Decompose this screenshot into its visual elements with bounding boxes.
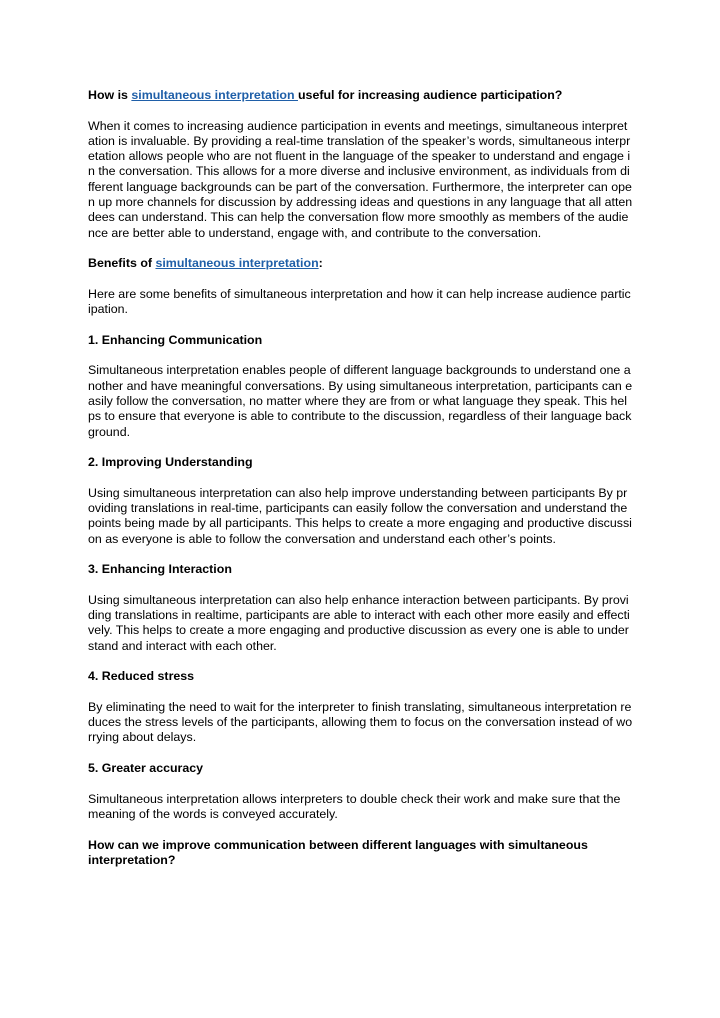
section-body-improving-understanding: Using simultaneous interpretation can also help improve understanding between participants By providing translations in real-time, participants can easily follow the conversation and understand the points being made by all participants. This helps to create a more engaging and productive discussion as everyone is able to follow the conversation and understand each other’s points. — [88, 485, 632, 546]
simultaneous-interpretation-link[interactable]: simultaneous interpretation — [155, 256, 319, 271]
section-title-enhancing-communication: 1. Enhancing Communication — [88, 332, 263, 347]
heading-text: Benefits of — [88, 256, 156, 271]
section-body-enhancing-communication: Simultaneous interpretation enables people of different language backgrounds to understand one another and have meaningful conversations. By using simultaneous interpretation, participants can easily follow the conversation, no matter where they are from or what language they speak. This helps to ensure that everyone is able to contribute to the discussion, regardless of their language background. — [88, 363, 633, 439]
heading-text: : — [318, 256, 323, 271]
section-title-enhancing-interaction: 3. Enhancing Interaction — [88, 562, 232, 577]
document-body — [88, 88, 633, 868]
benefits-intro-paragraph: Here are some benefits of simultaneous interpretation and how it can help increase audience participation. — [88, 286, 631, 317]
section-body-greater-accuracy: Simultaneous interpretation allows interpreters to double check their work and make sure that the meaning of the words is conveyed accurately. — [88, 791, 621, 821]
question-heading-1 — [88, 88, 633, 103]
section-title-improving-understanding: 2. Improving Understanding — [88, 455, 253, 470]
section-body-enhancing-interaction: Using simultaneous interpretation can also help enhance interaction between participants. By providing translations in realtime, participants are able to interact with each other more easily and effectively. This helps to create a more engaging and productive discussion as every one is able to understand and interact with each other. — [88, 592, 630, 653]
heading-text: How is — [88, 88, 132, 102]
section-title-reduced-stress: 4. Reduced stress — [88, 669, 195, 684]
section-body-reduced-stress: By eliminating the need to wait for the interpreter to finish translating, simultaneous interpretation reduces the stress levels of the participants, allowing them to focus on the conversation instead of worrying about delays. — [88, 699, 633, 745]
question-heading-2: How can we improve communication between different languages with simultaneous interpretation? — [88, 837, 588, 867]
simultaneous-interpretation-link[interactable]: simultaneous interpretation — [131, 88, 298, 102]
benefits-heading — [88, 256, 633, 271]
section-title-greater-accuracy: 5. Greater accuracy — [88, 761, 204, 776]
heading-text: useful for increasing audience participation? — [297, 88, 563, 102]
intro-paragraph: When it comes to increasing audience participation in events and meetings, simultaneous interpretation is invaluable. By providing a real-time translation of the speaker’s words, simultaneous interpretation allows people who are not fluent in the language of the speaker to understand and engage in the conversation. This allows for a more diverse and inclusive environment, as individuals from different language backgrounds can be part of the conversation. Furthermore, the interpreter can open up more channels for discussion by addressing ideas and questions in any language that all attendees can understand. This can help the conversation flow more smoothly as members of the audience are better able to understand, engage with, and contribute to the conversation. — [88, 118, 633, 240]
